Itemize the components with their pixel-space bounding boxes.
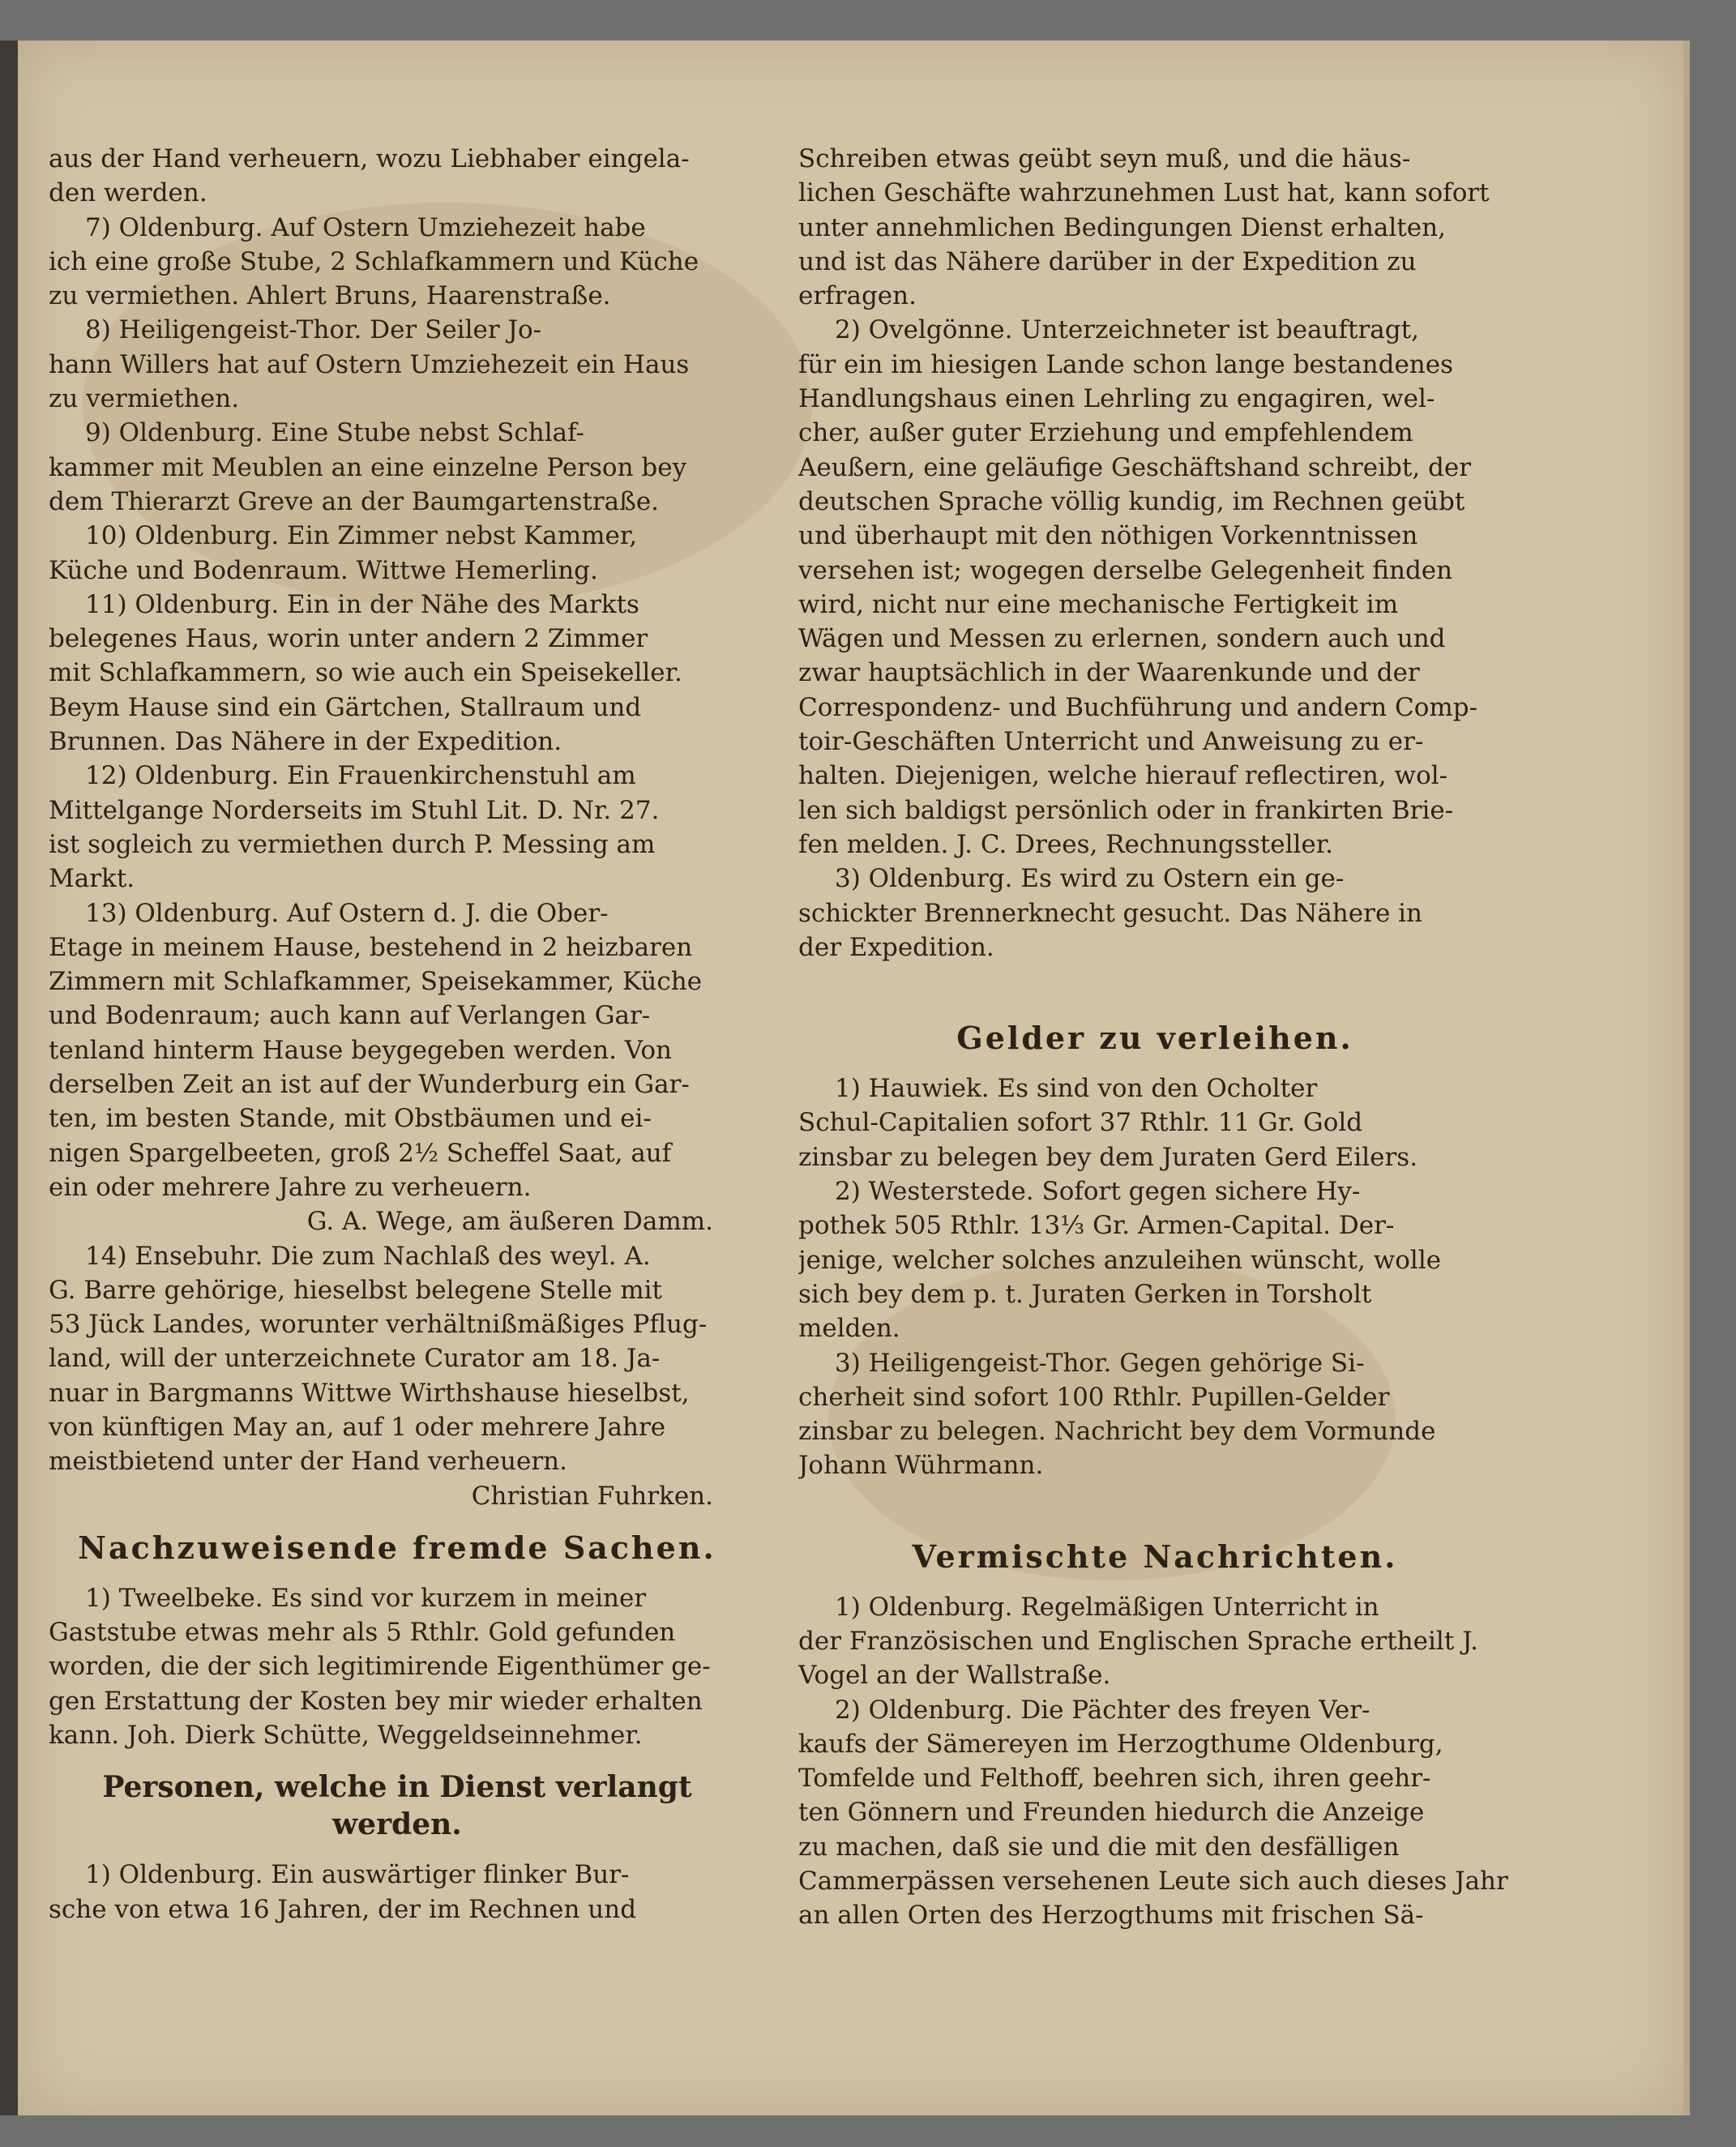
text-line: Mittelgange Norderseits im Stuhl Lit. D. Nr. 27. — [49, 795, 660, 825]
text-line: jenige, welcher solches anzuleihen wünscht, wolle — [798, 1245, 1442, 1275]
text-line: worden, die der sich legitimirende Eigenthümer ge- — [49, 1652, 711, 1682]
text-line: 8) Heiligengeist-Thor. Der Seiler Jo- — [85, 315, 542, 345]
text-line: Vogel an der Wallstraße. — [798, 1661, 1111, 1691]
text-line: zu vermiethen. Ahlert Bruns, Haarenstraße. — [49, 281, 611, 311]
text-line: wird, nicht nur eine mechanische Fertigkeit im — [798, 589, 1399, 619]
text-line: ein oder mehrere Jahre zu verheuern. — [49, 1172, 532, 1202]
text-line: 3) Oldenburg. Es wird zu Ostern ein ge- — [835, 864, 1345, 894]
text-line: gen Erstattung der Kosten bey mir wieder erhalten — [49, 1686, 703, 1716]
text-line: Gaststube etwas mehr als 5 Rthlr. Gold gefunden — [49, 1618, 676, 1648]
text-line: Handlungshaus einen Lehrling zu engagiren, wel- — [798, 384, 1435, 414]
text-line: ist sogleich zu vermiethen durch P. Messing am — [49, 829, 656, 859]
text-line: den werden. — [49, 178, 207, 208]
text-line: der Expedition. — [798, 932, 994, 962]
text-line: cher, außer guter Erziehung und empfehlendem — [798, 418, 1413, 448]
text-line: Schul-Capitalien sofort 37 Rthlr. 11 Gr. Gold — [798, 1108, 1363, 1138]
text-line: 2) Ovelgönne. Unterzeichneter ist beauftragt, — [835, 315, 1419, 345]
text-line: Correspondenz- und Buchführung und andern Comp- — [798, 692, 1478, 722]
text-line: deutschen Sprache völlig kundig, im Rechnen geübt — [798, 486, 1465, 516]
text-line: zu vermiethen. — [49, 384, 240, 414]
text-line: schickter Brennerknecht gesucht. Das Nähere in — [798, 898, 1423, 928]
text-line: 11) Oldenburg. Ein in der Nähe des Markts — [85, 589, 639, 619]
text-line: Johann Wührmann. — [798, 1451, 1044, 1481]
text-line: sich bey dem p. t. Juraten Gerken in Torsholt — [798, 1279, 1372, 1309]
text-line: pothek 505 Rthlr. 13⅓ Gr. Armen-Capital. Der- — [798, 1211, 1395, 1241]
text-line: toir-Geschäften Unterricht und Anweisung zu er- — [798, 727, 1424, 757]
text-line: an allen Orten des Herzogthums mit frischen Sä- — [798, 1901, 1424, 1931]
text-line: 3) Heiligengeist-Thor. Gegen gehörige Si- — [835, 1348, 1365, 1378]
text-line: cherheit sind sofort 100 Rthlr. Pupillen-Gelder — [798, 1382, 1390, 1412]
text-line: kaufs der Sämereyen im Herzogthume Oldenburg, — [798, 1729, 1443, 1759]
text-line: sche von etwa 16 Jahren, der im Rechnen und — [49, 1894, 637, 1924]
text-line: der Französischen und Englischen Sprache ertheilt J. — [798, 1626, 1479, 1656]
text-line: G. A. Wege, am äußeren Damm. — [306, 1207, 713, 1237]
left-notices-found — [49, 1581, 746, 1752]
text-line: Tomfelde und Felthoff, beehren sich, ihren geehr- — [798, 1764, 1431, 1794]
text-line: Beym Hause sind ein Gärtchen, Stallraum und — [49, 692, 642, 722]
text-line: 9) Oldenburg. Eine Stube nebst Schlaf- — [85, 418, 584, 448]
text-line: 1) Hauwiek. Es sind von den Ocholter — [835, 1074, 1318, 1104]
text-line: halten. Diejenigen, welche hierauf reflectiren, wol- — [798, 761, 1448, 791]
text-line: tenland hinterm Hause beygegeben werden. Von — [49, 1035, 672, 1065]
text-line: 2) Westerstede. Sofort gegen sichere Hy- — [835, 1177, 1361, 1207]
heading-dienst: Personen, welche in Dienst verlangt werden. — [102, 1770, 692, 1842]
text-line: Etage in meinem Hause, bestehend in 2 heizbaren — [49, 932, 693, 962]
text-line: G. Barre gehörige, hieselbst belegene Stelle mit — [49, 1275, 663, 1305]
section-spacer — [798, 1483, 1512, 1522]
text-line: 10) Oldenburg. Ein Zimmer nebst Kammer, — [85, 521, 638, 551]
text-line: Zimmern mit Schlafkammer, Speisekammer, Küche — [49, 967, 703, 997]
heading-vermischte: Vermischte Nachrichten. — [912, 1538, 1398, 1575]
text-line: kammer mit Meublen an eine einzelne Person bey — [49, 452, 687, 482]
text-line: meistbietend unter der Hand verheuern. — [49, 1447, 567, 1477]
text-line: 1) Oldenburg. Regelmäßigen Unterricht in — [835, 1592, 1379, 1622]
text-line: land, will der unterzeichnete Curator am 18. Ja- — [49, 1344, 661, 1374]
text-line: 1) Tweelbeke. Es sind vor kurzem in meiner — [85, 1583, 647, 1613]
text-line: Aeußern, eine geläufige Geschäftshand schreibt, der — [798, 452, 1472, 482]
text-line: ten Gönnern und Freunden hiedurch die Anzeige — [798, 1798, 1425, 1828]
text-line: mit Schlafkammern, so wie auch ein Speisekeller. — [49, 658, 682, 688]
text-line: für ein im hiesigen Lande schon lange bestandenes — [798, 349, 1454, 379]
heading-fremde-sachen: Nachzuweisende fremde Sachen. — [78, 1529, 716, 1566]
text-line: nigen Spargelbeeten, groß 2½ Scheffel Saat, auf — [49, 1138, 672, 1168]
text-line: zu machen, daß sie und die mit den desfälligen — [798, 1832, 1400, 1862]
text-line: melden. — [798, 1314, 900, 1344]
text-line: unter annehmlichen Bedingungen Dienst erhalten, — [798, 212, 1446, 242]
text-line: derselben Zeit an ist auf der Wunderburg ein Gar- — [49, 1070, 690, 1100]
text-line: ten, im besten Stande, mit Obstbäumen und ei- — [49, 1104, 652, 1134]
text-line: und überhaupt mit den nöthigen Vorkenntnissen — [798, 521, 1418, 551]
text-line: 53 Jück Landes, worunter verhältnißmäßiges Pflug- — [49, 1310, 708, 1340]
heading-gelder: Gelder zu verleihen. — [956, 1020, 1353, 1057]
text-line: belegenes Haus, worin unter andern 2 Zimmer — [49, 624, 648, 654]
text-line: Wägen und Messen zu erlernen, sondern auch und — [798, 624, 1446, 654]
text-line: 14) Ensebuhr. Die zum Nachlaß des weyl. A. — [85, 1241, 651, 1271]
right-notices-misc — [798, 1590, 1512, 1933]
left-column — [49, 142, 746, 1927]
text-line: Brunnen. Das Nähere in der Expedition. — [49, 727, 562, 757]
right-notices-loans — [798, 1071, 1512, 1483]
text-line: erfragen. — [798, 281, 917, 311]
text-line: und Bodenraum; auch kann auf Verlangen Gar- — [49, 1001, 651, 1031]
left-notices-service — [49, 1858, 746, 1927]
text-line: lichen Geschäfte wahrzunehmen Lust hat, kann sofort — [798, 178, 1490, 208]
right-notices-service — [798, 142, 1512, 964]
text-line: zwar hauptsächlich in der Waarenkunde und der — [798, 658, 1420, 688]
text-line: 12) Oldenburg. Ein Frauenkirchenstuhl am — [85, 761, 636, 791]
left-notices-rent — [49, 142, 746, 1513]
text-line: Markt. — [49, 864, 135, 894]
text-line: hann Willers hat auf Ostern Umziehezeit ein Haus — [49, 349, 690, 379]
text-line: versehen ist; wogegen derselbe Gelegenheit finden — [798, 555, 1453, 585]
book-gutter — [0, 41, 19, 2115]
text-line: len sich baldigst persönlich oder in frankirten Brie- — [798, 795, 1454, 825]
text-line: 7) Oldenburg. Auf Ostern Umziehezeit habe — [85, 212, 646, 242]
text-line: Christian Fuhrken. — [471, 1481, 713, 1511]
text-line: 13) Oldenburg. Auf Ostern d. J. die Ober- — [85, 898, 609, 928]
text-line: von künftigen May an, auf 1 oder mehrere Jahre — [49, 1412, 666, 1442]
section-spacer — [798, 964, 1512, 1003]
text-line: fen melden. J. C. Drees, Rechnungssteller. — [798, 829, 1334, 859]
text-line: 1) Oldenburg. Ein auswärtiger flinker Bur- — [85, 1860, 630, 1890]
text-line: aus der Hand verheuern, wozu Liebhaber eingela- — [49, 144, 690, 173]
text-line: 2) Oldenburg. Die Pächter des freyen Ver- — [835, 1695, 1370, 1725]
text-line: kann. Joh. Dierk Schütte, Weggeldseinnehmer. — [49, 1721, 643, 1751]
right-column — [798, 142, 1512, 1933]
text-line: zinsbar zu belegen bey dem Juraten Gerd Eilers. — [798, 1142, 1418, 1172]
text-line: Schreiben etwas geübt seyn muß, und die häus- — [798, 144, 1411, 173]
text-line: dem Thierarzt Greve an der Baumgartenstraße. — [49, 486, 660, 516]
text-line: Küche und Bodenraum. Wittwe Hemerling. — [49, 555, 598, 585]
text-line: nuar in Bargmanns Wittwe Wirthshause hieselbst, — [49, 1378, 690, 1408]
text-line: und ist das Nähere darüber in der Expedition zu — [798, 246, 1417, 276]
text-line: zinsbar zu belegen. Nachricht bey dem Vormunde — [798, 1417, 1436, 1447]
text-line: Cammerpässen versehenen Leute sich auch dieses Jahr — [798, 1867, 1508, 1897]
text-line: ich eine große Stube, 2 Schlafkammern und Küche — [49, 246, 699, 276]
